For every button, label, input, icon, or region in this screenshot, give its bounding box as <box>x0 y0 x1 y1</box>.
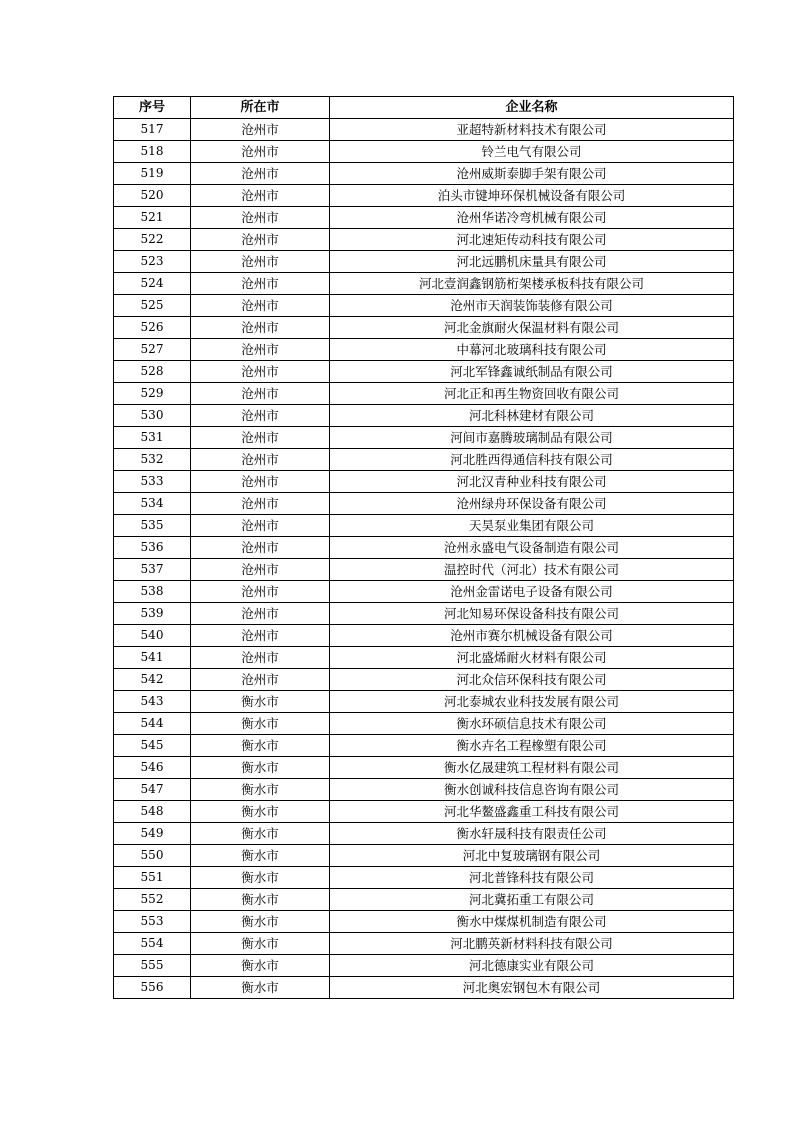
row-seq: 534 <box>114 493 191 515</box>
row-city: 衡水市 <box>191 933 330 955</box>
table-header-row <box>114 97 734 119</box>
row-seq: 542 <box>114 669 191 691</box>
row-seq: 517 <box>114 119 191 141</box>
row-company: 河北冀拓重工有限公司 <box>330 889 734 911</box>
row-company: 沧州市赛尔机械设备有限公司 <box>330 625 734 647</box>
row-city: 沧州市 <box>191 251 330 273</box>
row-seq: 532 <box>114 449 191 471</box>
row-company: 河北汉青种业科技有限公司 <box>330 471 734 493</box>
table-row <box>114 427 734 449</box>
row-seq: 553 <box>114 911 191 933</box>
table-row <box>114 361 734 383</box>
row-company: 河北速矩传动科技有限公司 <box>330 229 734 251</box>
row-city: 沧州市 <box>191 449 330 471</box>
row-company: 河北泰城农业科技发展有限公司 <box>330 691 734 713</box>
table-row <box>114 207 734 229</box>
row-city: 衡水市 <box>191 955 330 977</box>
table-row <box>114 823 734 845</box>
row-city: 沧州市 <box>191 625 330 647</box>
table-row <box>114 383 734 405</box>
row-seq: 555 <box>114 955 191 977</box>
row-city: 衡水市 <box>191 911 330 933</box>
row-company: 河北奥宏钢包木有限公司 <box>330 977 734 999</box>
row-seq: 539 <box>114 603 191 625</box>
row-city: 衡水市 <box>191 889 330 911</box>
table-row <box>114 317 734 339</box>
row-company: 河北中复玻璃钢有限公司 <box>330 845 734 867</box>
row-company: 沧州永盛电气设备制造有限公司 <box>330 537 734 559</box>
row-seq: 524 <box>114 273 191 295</box>
row-seq: 527 <box>114 339 191 361</box>
table-row <box>114 295 734 317</box>
row-seq: 535 <box>114 515 191 537</box>
table-row <box>114 977 734 999</box>
row-city: 衡水市 <box>191 757 330 779</box>
table-row <box>114 515 734 537</box>
row-city: 衡水市 <box>191 735 330 757</box>
row-company: 河北壹润鑫钢筋桁架楼承板科技有限公司 <box>330 273 734 295</box>
row-city: 沧州市 <box>191 163 330 185</box>
table-row <box>114 251 734 273</box>
table-row <box>114 339 734 361</box>
table-row <box>114 449 734 471</box>
company-list-table <box>113 96 734 999</box>
table-row <box>114 559 734 581</box>
row-company: 沧州市天润装饰装修有限公司 <box>330 295 734 317</box>
table-row <box>114 889 734 911</box>
row-city: 沧州市 <box>191 493 330 515</box>
row-city: 衡水市 <box>191 977 330 999</box>
row-seq: 529 <box>114 383 191 405</box>
row-company: 泊头市键坤环保机械设备有限公司 <box>330 185 734 207</box>
row-seq: 543 <box>114 691 191 713</box>
row-company: 中幕河北玻璃科技有限公司 <box>330 339 734 361</box>
header-seq: 序号 <box>114 97 191 119</box>
row-company: 河北众信环保科技有限公司 <box>330 669 734 691</box>
row-seq: 520 <box>114 185 191 207</box>
row-seq: 521 <box>114 207 191 229</box>
row-city: 沧州市 <box>191 185 330 207</box>
row-city: 沧州市 <box>191 581 330 603</box>
row-seq: 556 <box>114 977 191 999</box>
row-company: 天昊泵业集团有限公司 <box>330 515 734 537</box>
row-seq: 550 <box>114 845 191 867</box>
table-row <box>114 757 734 779</box>
table-row <box>114 471 734 493</box>
table-row <box>114 273 734 295</box>
row-city: 沧州市 <box>191 361 330 383</box>
row-city: 衡水市 <box>191 845 330 867</box>
row-seq: 540 <box>114 625 191 647</box>
row-company: 沧州绿舟环保设备有限公司 <box>330 493 734 515</box>
table-row <box>114 735 734 757</box>
row-company: 河北胜西得通信科技有限公司 <box>330 449 734 471</box>
row-seq: 528 <box>114 361 191 383</box>
row-seq: 523 <box>114 251 191 273</box>
row-city: 沧州市 <box>191 603 330 625</box>
row-company: 河间市嘉腾玻璃制品有限公司 <box>330 427 734 449</box>
row-seq: 525 <box>114 295 191 317</box>
table-row <box>114 647 734 669</box>
row-city: 沧州市 <box>191 669 330 691</box>
row-company: 河北知易环保设备科技有限公司 <box>330 603 734 625</box>
table-row <box>114 141 734 163</box>
row-company: 河北远鹏机床量具有限公司 <box>330 251 734 273</box>
row-company: 衡水卉名工程橡塑有限公司 <box>330 735 734 757</box>
row-city: 衡水市 <box>191 801 330 823</box>
table-row <box>114 405 734 427</box>
row-city: 沧州市 <box>191 317 330 339</box>
row-company: 温控时代（河北）技术有限公司 <box>330 559 734 581</box>
row-company: 亚超特新材料技术有限公司 <box>330 119 734 141</box>
row-seq: 545 <box>114 735 191 757</box>
row-city: 衡水市 <box>191 691 330 713</box>
row-seq: 541 <box>114 647 191 669</box>
row-company: 河北鹏英新材料科技有限公司 <box>330 933 734 955</box>
table-row <box>114 163 734 185</box>
row-seq: 547 <box>114 779 191 801</box>
row-city: 沧州市 <box>191 405 330 427</box>
row-seq: 522 <box>114 229 191 251</box>
row-company: 衡水亿晟建筑工程材料有限公司 <box>330 757 734 779</box>
header-company: 企业名称 <box>330 97 734 119</box>
row-seq: 526 <box>114 317 191 339</box>
row-seq: 536 <box>114 537 191 559</box>
row-seq: 537 <box>114 559 191 581</box>
row-company: 衡水环硕信息技术有限公司 <box>330 713 734 735</box>
row-company: 河北科林建材有限公司 <box>330 405 734 427</box>
row-seq: 549 <box>114 823 191 845</box>
row-city: 沧州市 <box>191 471 330 493</box>
row-city: 衡水市 <box>191 779 330 801</box>
table-row <box>114 493 734 515</box>
row-company: 河北普锋科技有限公司 <box>330 867 734 889</box>
table-row <box>114 119 734 141</box>
row-seq: 519 <box>114 163 191 185</box>
row-seq: 554 <box>114 933 191 955</box>
row-company: 衡水创诚科技信息咨询有限公司 <box>330 779 734 801</box>
table-row <box>114 779 734 801</box>
header-city: 所在市 <box>191 97 330 119</box>
row-company: 铃兰电气有限公司 <box>330 141 734 163</box>
row-company: 衡水中煤煤机制造有限公司 <box>330 911 734 933</box>
row-city: 衡水市 <box>191 867 330 889</box>
row-city: 沧州市 <box>191 383 330 405</box>
row-seq: 552 <box>114 889 191 911</box>
table-row <box>114 691 734 713</box>
row-seq: 531 <box>114 427 191 449</box>
row-seq: 544 <box>114 713 191 735</box>
row-company: 衡水轩晟科技有限责任公司 <box>330 823 734 845</box>
row-company: 沧州威斯泰脚手架有限公司 <box>330 163 734 185</box>
row-seq: 551 <box>114 867 191 889</box>
row-seq: 538 <box>114 581 191 603</box>
row-seq: 546 <box>114 757 191 779</box>
row-city: 沧州市 <box>191 119 330 141</box>
table-row <box>114 625 734 647</box>
row-city: 沧州市 <box>191 559 330 581</box>
row-city: 沧州市 <box>191 207 330 229</box>
table-row <box>114 581 734 603</box>
table-row <box>114 669 734 691</box>
row-city: 沧州市 <box>191 141 330 163</box>
row-city: 沧州市 <box>191 229 330 251</box>
row-company: 河北军锋鑫诚纸制品有限公司 <box>330 361 734 383</box>
row-company: 河北正和再生物资回收有限公司 <box>330 383 734 405</box>
row-city: 沧州市 <box>191 273 330 295</box>
row-seq: 548 <box>114 801 191 823</box>
table-row <box>114 537 734 559</box>
table-row <box>114 933 734 955</box>
row-seq: 530 <box>114 405 191 427</box>
table-row <box>114 185 734 207</box>
row-company: 河北盛烯耐火材料有限公司 <box>330 647 734 669</box>
row-city: 衡水市 <box>191 823 330 845</box>
row-company: 河北金旗耐火保温材料有限公司 <box>330 317 734 339</box>
row-seq: 518 <box>114 141 191 163</box>
row-company: 河北德康实业有限公司 <box>330 955 734 977</box>
row-company: 沧州华诺冷弯机械有限公司 <box>330 207 734 229</box>
row-company: 沧州金雷诺电子设备有限公司 <box>330 581 734 603</box>
table-row <box>114 955 734 977</box>
row-city: 沧州市 <box>191 515 330 537</box>
table-row <box>114 867 734 889</box>
table-row <box>114 713 734 735</box>
row-city: 沧州市 <box>191 339 330 361</box>
row-city: 衡水市 <box>191 713 330 735</box>
table-row <box>114 603 734 625</box>
row-city: 沧州市 <box>191 427 330 449</box>
table-row <box>114 911 734 933</box>
row-city: 沧州市 <box>191 295 330 317</box>
row-company: 河北华鳌盛鑫重工科技有限公司 <box>330 801 734 823</box>
table-row <box>114 845 734 867</box>
row-city: 沧州市 <box>191 537 330 559</box>
row-city: 沧州市 <box>191 647 330 669</box>
row-seq: 533 <box>114 471 191 493</box>
table-row <box>114 229 734 251</box>
table-row <box>114 801 734 823</box>
